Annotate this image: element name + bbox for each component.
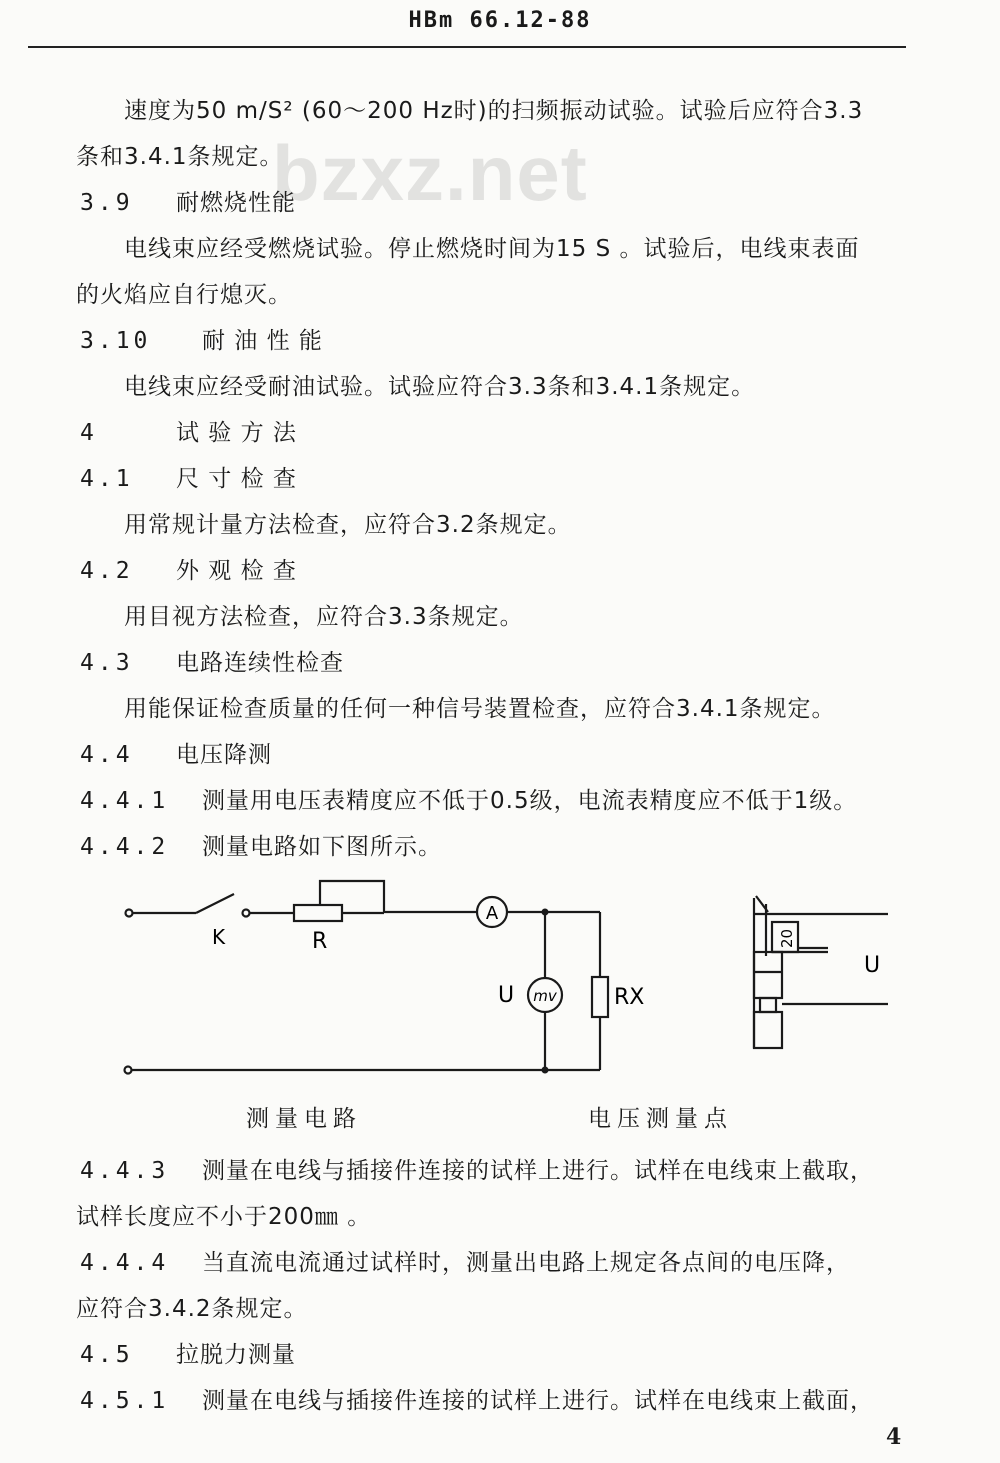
line-text: 测量在电线与插接件连接的试样上进行。试样在电线束上截取， [202, 1158, 874, 1184]
measure-voltage-label: U [864, 953, 881, 978]
connector-neck [760, 998, 776, 1012]
line-text: 应符合3.4.2条规定。 [76, 1296, 308, 1322]
section-number: 4.4.1 [80, 788, 170, 814]
line-text: 测量电路如下图所示。 [202, 834, 442, 860]
section-number: 3.10 [80, 328, 152, 354]
line-text: 电路连续性检查 [176, 650, 344, 676]
line-text: 用能保证检查质量的任何一种信号装置检查，应符合3.4.1条规定。 [124, 696, 836, 722]
text-line [80, 1336, 296, 1369]
resistor-label: R [312, 929, 328, 954]
voltmeter-label: mv [533, 987, 557, 1005]
text-line [80, 1244, 850, 1277]
text-line [80, 644, 344, 677]
junction-bottom [542, 1067, 549, 1074]
switch-label: K [212, 925, 226, 949]
line-text: 试 验 方 法 [176, 420, 297, 446]
section-number: 3.9 [80, 190, 134, 216]
line-text: 用目视方法检查，应符合3.3条规定。 [124, 604, 524, 630]
line-text: 电线束应经受燃烧试验。停止燃烧时间为15 S 。试验后，电线束表面 [124, 236, 860, 262]
line-text: 试样长度应不小于200㎜ 。 [76, 1204, 372, 1230]
text-line [124, 368, 755, 401]
section-number: 4.4.3 [80, 1158, 170, 1184]
line-text: 的火焰应自行熄灭。 [76, 282, 292, 308]
section-number: 4.4.2 [80, 834, 170, 860]
text-line [76, 1198, 371, 1231]
document-header: HBm 66.12-88 [408, 8, 592, 33]
text-line [76, 276, 292, 309]
section-number: 4.5.1 [80, 1388, 170, 1414]
switch-contact [243, 910, 250, 917]
text-line [80, 184, 296, 217]
text-line [80, 828, 442, 861]
section-number: 4.5 [80, 1342, 134, 1368]
text-line [124, 598, 524, 631]
figure [0, 870, 1000, 1120]
line-text: 当直流电流通过试样时，测量出电路上规定各点间的电压降， [202, 1250, 850, 1276]
circuit-voltage-label: U [498, 983, 515, 1008]
rx-label: RX [614, 985, 645, 1010]
text-line [80, 1152, 874, 1185]
junction-top [542, 909, 549, 916]
text-line [124, 92, 863, 125]
text-line [80, 460, 297, 493]
switch-k [196, 894, 234, 913]
text-line [80, 414, 297, 447]
line-text: 耐 油 性 能 [202, 328, 323, 354]
line-text: 拉脱力测量 [176, 1342, 296, 1368]
line-text: 外 观 检 查 [176, 558, 297, 584]
line-text: 电压降测 [176, 742, 272, 768]
text-line [80, 552, 297, 585]
line-text: 测量用电压表精度应不低于0.5级，电流表精度应不低于1级。 [202, 788, 858, 814]
terminal-left-bottom [125, 1067, 132, 1074]
text-line [80, 1382, 874, 1415]
section-number: 4 [80, 420, 98, 446]
text-line [124, 230, 860, 263]
header-rule [28, 46, 906, 48]
page-number: 4 [886, 1424, 902, 1450]
line-text: 耐燃烧性能 [176, 190, 296, 216]
circuit-caption: 测量电路 [246, 1106, 362, 1132]
line-text: 测量在电线与插接件连接的试样上进行。试样在电线束上截面， [202, 1388, 874, 1414]
text-line [124, 690, 836, 723]
line-text: 电线束应经受耐油试验。试验应符合3.3条和3.4.1条规定。 [124, 374, 756, 400]
line-text: 尺 寸 检 查 [176, 466, 297, 492]
dimension-label: 20 [778, 928, 796, 948]
connector-body [754, 952, 782, 998]
text-line [80, 782, 857, 815]
terminal-left-top [126, 910, 133, 917]
circuit-diagram [125, 881, 609, 1074]
text-line [76, 1290, 308, 1323]
ammeter-label: A [485, 903, 499, 924]
line-text: 条和3.4.1条规定。 [76, 144, 284, 170]
text-line [76, 138, 284, 171]
resistor-r [294, 905, 342, 921]
section-number: 4.3 [80, 650, 134, 676]
section-number: 4.4.4 [80, 1250, 170, 1276]
text-line [80, 322, 323, 355]
line-text: 速度为50 m/S² (60～200 Hz时)的扫频振动试验。试验后应符合3.3 [124, 98, 864, 124]
text-line [80, 736, 272, 769]
section-number: 4.1 [80, 466, 134, 492]
load-rx [592, 977, 608, 1017]
rheostat-slider [320, 881, 384, 912]
text-line [124, 506, 572, 539]
section-number: 4.2 [80, 558, 134, 584]
section-number: 4.4 [80, 742, 134, 768]
measure-point-caption: 电压测量点 [588, 1106, 733, 1132]
connector-terminal [754, 1012, 782, 1048]
watermark: bzxz.net [272, 129, 588, 217]
line-text: 用常规计量方法检查，应符合3.2条规定。 [124, 512, 572, 538]
